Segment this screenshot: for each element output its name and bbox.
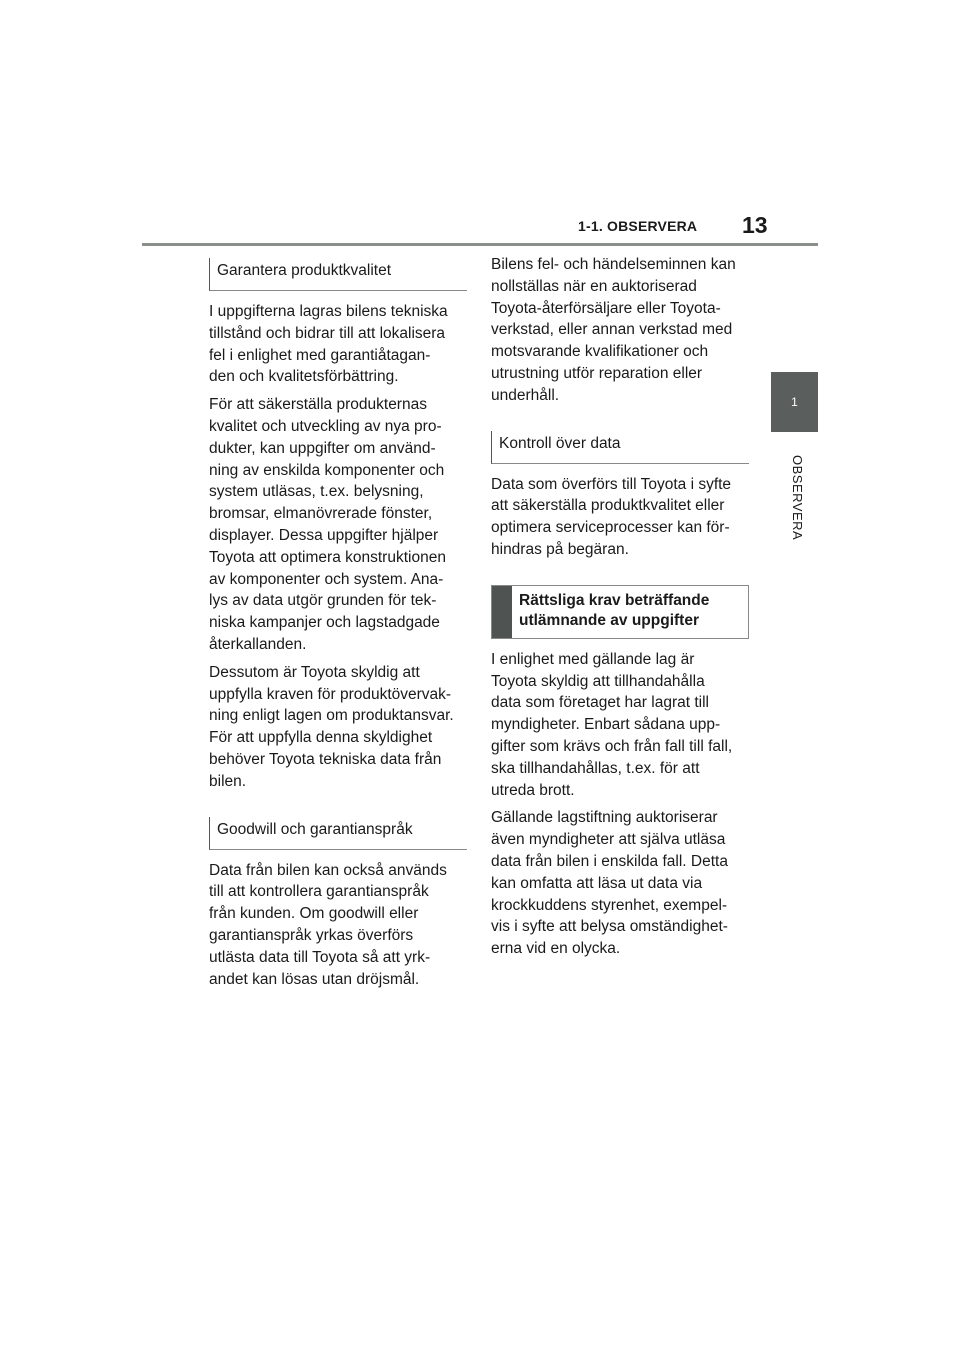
- text-line: även myndigheter att själva utläsa: [491, 831, 726, 849]
- text-line: displayer. Dessa uppgifter hjälper: [209, 526, 439, 544]
- text-line: verkstad, eller annan verkstad med: [491, 321, 733, 339]
- text-line: Gällande lagstiftning auktoriserar: [491, 809, 718, 827]
- text-line: myndigheter. Enbart sådana upp-: [491, 716, 721, 734]
- text-line: av komponenter och system. Ana-: [209, 570, 444, 588]
- chapter-tab-number: 1: [791, 395, 798, 409]
- text-line: den och kvalitetsförbättring.: [209, 368, 399, 386]
- header-rule: [142, 243, 818, 246]
- text-line: I enlighet med gällande lag är: [491, 650, 695, 668]
- heading-kontroll: Kontroll över data: [491, 431, 749, 464]
- heading-bar: [492, 586, 512, 638]
- text-line: vis i syfte att belysa omständighet-: [491, 918, 728, 936]
- text-line: utreda brott.: [491, 781, 575, 799]
- text-line: erna vid en olycka.: [491, 940, 621, 958]
- paragraph: [209, 860, 467, 991]
- text-line: från kunden. Om goodwill eller: [209, 905, 419, 923]
- text-line: kan omfatta att läsa ut data via: [491, 874, 703, 892]
- text-line: behöver Toyota tekniska data från: [209, 750, 442, 768]
- heading-goodwill: Goodwill och garantianspråk: [209, 817, 467, 850]
- paragraph: [209, 394, 467, 656]
- text-line: ning av enskilda komponenter och: [209, 461, 445, 479]
- paragraph: [491, 649, 749, 802]
- heading-rattsliga-text: [512, 586, 717, 638]
- text-line: För att säkerställa produkternas: [209, 396, 427, 414]
- text-line: att säkerställa produktkvalitet eller: [491, 497, 725, 515]
- text-line: uppfylla kraven för produktövervak-: [209, 685, 452, 703]
- text-line: Bilens fel- och händelseminnen kan: [491, 256, 736, 273]
- text-line: Toyota skyldig att tillhandahålla: [491, 672, 705, 690]
- text-line: Data som överförs till Toyota i syfte: [491, 475, 732, 493]
- text-line: I uppgifterna lagras bilens tekniska: [209, 303, 448, 320]
- heading-rattsliga: [491, 585, 749, 639]
- text-line: data från bilen i enskilda fall. Detta: [491, 852, 728, 870]
- chapter-tab: [771, 372, 818, 432]
- text-line: fel i enlighet med garantiåtagan-: [209, 346, 431, 364]
- text-line: utlämnande av uppgifter: [519, 611, 699, 629]
- heading-garantera: Garantera produktkvalitet: [209, 258, 467, 291]
- text-line: garantianspråk yrkas överförs: [209, 926, 414, 944]
- text-line: ska tillhandahållas, t.ex. för att: [491, 759, 700, 777]
- text-line: ning enligt lagen om produktansvar.: [209, 707, 454, 725]
- text-line: krockkuddens styrenhet, exempel-: [491, 896, 728, 914]
- text-line: dukter, kan uppgifter om använd-: [209, 439, 436, 457]
- chapter-tab-label: OBSERVERA: [790, 455, 805, 541]
- right-column: [491, 254, 749, 966]
- text-line: data som företaget har lagrat till: [491, 694, 709, 712]
- paragraph: [491, 807, 749, 960]
- text-line: underhåll.: [491, 386, 560, 404]
- text-line: Data från bilen kan också används: [209, 861, 447, 879]
- paragraph: [491, 474, 749, 561]
- text-line: Toyota-återförsäljare eller Toyota-: [491, 299, 721, 317]
- text-line: bromsar, elmanövrerade fönster,: [209, 505, 433, 523]
- paragraph: [209, 301, 467, 388]
- text-line: lys av data utgör grunden för tek-: [209, 592, 437, 610]
- paragraph: [209, 662, 467, 793]
- text-line: till att kontrollera garantianspråk: [209, 883, 429, 901]
- text-line: utlästa data till Toyota så att yrk-: [209, 948, 431, 966]
- text-line: För att uppfylla denna skyldighet: [209, 729, 433, 747]
- section-title: 1-1. OBSERVERA: [578, 218, 698, 234]
- text-line: motsvarande kvalifikationer och: [491, 343, 709, 361]
- page-number: 13: [742, 212, 768, 238]
- text-line: bilen.: [209, 772, 247, 790]
- text-line: Dessutom är Toyota skyldig att: [209, 663, 420, 681]
- text-line: nollställas när en auktoriserad: [491, 277, 697, 295]
- text-line: utrustning utför reparation eller: [491, 364, 703, 382]
- text-line: kvalitet och utveckling av nya pro-: [209, 417, 442, 435]
- text-line: optimera serviceprocesser kan för-: [491, 519, 730, 537]
- text-line: niska kampanjer och lagstadgade: [209, 614, 440, 632]
- text-line: Rättsliga krav beträffande: [519, 591, 710, 609]
- text-line: hindras på begäran.: [491, 540, 629, 558]
- text-line: återkallanden.: [209, 635, 307, 653]
- left-column: [209, 258, 467, 996]
- text-line: gifter som krävs och från fall till fall,: [491, 737, 733, 755]
- text-line: tillstånd och bidrar till att lokalisera: [209, 324, 446, 342]
- text-line: andet kan lösas utan dröjsmål.: [209, 970, 420, 988]
- text-line: Toyota att optimera konstruktionen: [209, 548, 446, 566]
- text-line: system utläsas, t.ex. belysning,: [209, 483, 424, 501]
- paragraph: [491, 254, 749, 407]
